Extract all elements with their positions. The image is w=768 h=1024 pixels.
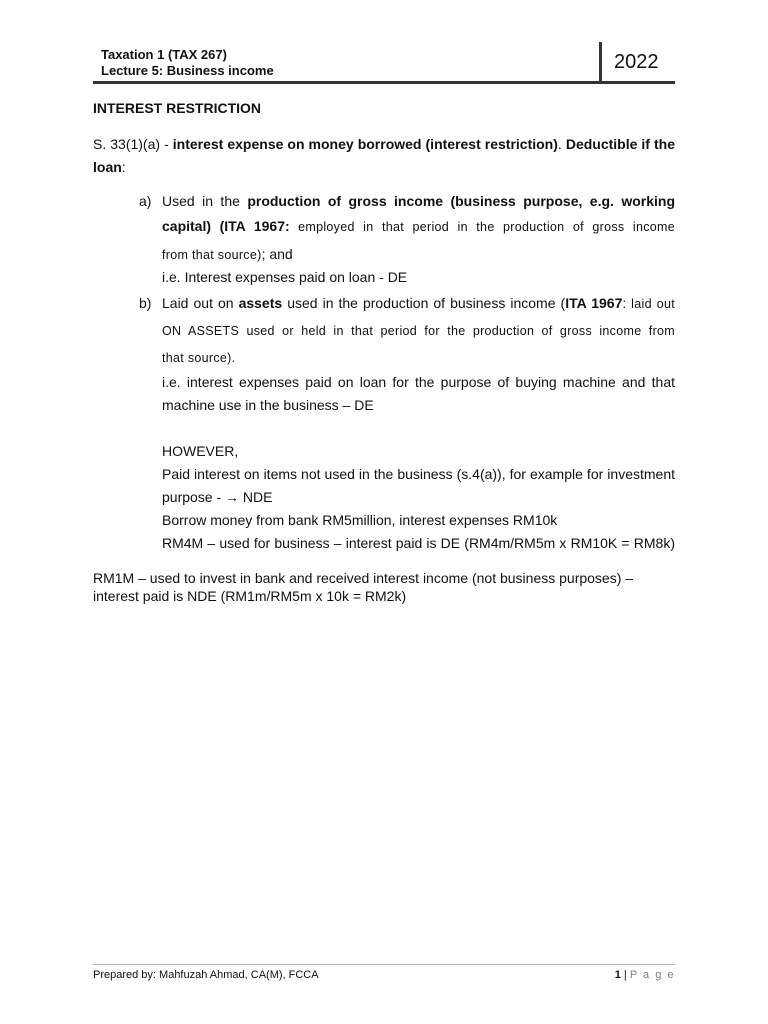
however-line-2: purpose - → NDE — [162, 489, 273, 505]
final-line-2: interest paid is NDE (RM1m/RM5m x 10k = RM2k) — [93, 588, 407, 604]
item-a-line-4: i.e. Interest expenses paid on loan - DE — [162, 269, 408, 285]
item-a-line-1: Used in the production of gross income (business purpose, e.g. working — [162, 193, 675, 209]
footer-prepared-by: Prepared by: Mahfuzah Ahmad, CA(M), FCCA — [93, 969, 319, 981]
footer-page-indicator: 1 | P a g e — [614, 969, 675, 981]
header-divider — [599, 42, 602, 82]
page-number: 1 — [614, 969, 621, 981]
however-line-4: RM4M – used for business – interest paid is DE (RM4m/RM5m x RM10K = RM8k) — [162, 535, 675, 551]
item-a-label: a) — [139, 193, 152, 209]
header-year: 2022 — [614, 51, 659, 73]
intro-line-2: loan: — [93, 159, 126, 175]
footer-rule — [93, 964, 675, 965]
item-b-line-4: i.e. interest expenses paid on loan for the purpose of buying machine and that — [162, 374, 675, 390]
however-line-1: Paid interest on items not used in the business (s.4(a)), for example for investment — [162, 466, 675, 482]
section-heading: INTEREST RESTRICTION — [93, 100, 262, 116]
item-b-line-5: machine use in the business – DE — [162, 397, 374, 413]
page-word: P a g e — [629, 969, 675, 981]
course-title: Taxation 1 (TAX 267) — [101, 47, 227, 62]
however-title: HOWEVER, — [162, 443, 239, 459]
lecture-title: Lecture 5: Business income — [101, 63, 274, 78]
item-b-line-3: that source). — [162, 351, 236, 365]
item-b-label: b) — [139, 295, 152, 311]
final-line-1: RM1M – used to invest in bank and received interest income (not business purposes) – — [93, 570, 634, 586]
header-rule — [93, 81, 675, 84]
item-a-line-2: capital) (ITA 1967: employed in that period in the production of gross income — [162, 218, 675, 234]
intro-line-1: S. 33(1)(a) - interest expense on money borrowed (interest restriction). Deductible if the — [93, 136, 675, 152]
item-a-line-3: from that source); and — [162, 246, 293, 262]
item-b-line-2: ON ASSETS used or held in that period for the production of gross income from — [162, 324, 675, 338]
item-b-line-1: Laid out on assets used in the production of business income (ITA 1967: laid out — [162, 295, 676, 311]
however-line-3: Borrow money from bank RM5million, interest expenses RM10k — [162, 512, 558, 528]
